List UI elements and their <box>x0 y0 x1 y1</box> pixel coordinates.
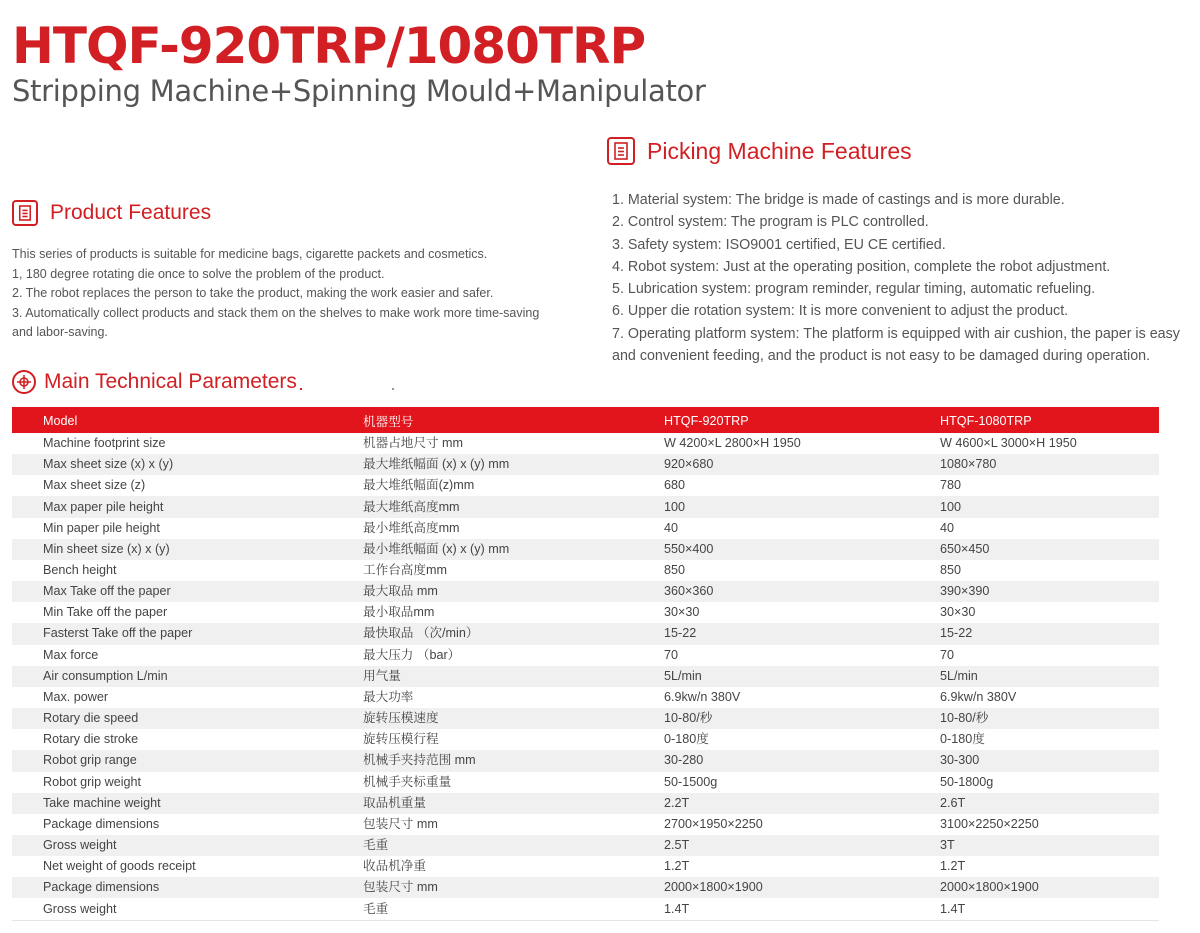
decorative-dot <box>392 388 394 390</box>
table-cell: 2.5T <box>664 835 940 856</box>
table-cell: 包装尺寸 mm <box>363 877 664 898</box>
table-cell: 最大功率 <box>363 689 414 704</box>
table-cell: Rotary die stroke <box>43 732 139 747</box>
table-header-row <box>12 407 1159 433</box>
list-item: 4. Robot system: Just at the operating position, complete the robot adjustment. <box>612 258 1111 275</box>
table-cell: 最小堆纸高度mm <box>363 520 460 535</box>
table-cell: 50-1800g <box>940 774 994 789</box>
table-cell: Rotary die speed <box>12 708 363 729</box>
table-cell: 最大堆纸幅面 (x) x (y) mm <box>363 454 664 475</box>
table-cell: Max sheet size (z) <box>43 478 146 493</box>
table-cell: 2.2T <box>664 793 940 814</box>
table-body <box>12 433 1159 920</box>
picking-features-title: Picking Machine Features <box>647 137 912 164</box>
table-row <box>12 687 1159 708</box>
table-cell: 2700×1950×2250 <box>664 816 763 831</box>
paragraph: This series of products is suitable for medicine bags, cigarette packets and cosmetics. <box>12 247 488 261</box>
table-cell: 1.2T <box>940 859 966 874</box>
table-row <box>12 645 1159 666</box>
table-cell: 30-300 <box>940 750 1159 771</box>
document-icon <box>607 137 635 165</box>
table-cell: 780 <box>940 478 962 493</box>
table-row <box>12 835 1159 856</box>
table-cell: 40 <box>940 520 955 535</box>
paragraph: 3. Automatically collect products and stack them on the shelves to make work more time-saving and labor-saving. <box>12 305 540 339</box>
paragraph: 1, 180 degree rotating die once to solve the problem of the product. <box>12 266 385 281</box>
page-subtitle: Stripping Machine+Spinning Mould+Manipulator <box>12 74 706 108</box>
table-cell: 收品机净重 <box>363 859 426 874</box>
column-header: HTQF-920TRP <box>664 407 940 433</box>
table-row <box>12 581 1159 602</box>
decorative-dot <box>300 388 302 390</box>
table-row <box>12 602 1159 623</box>
table-row <box>12 708 1159 729</box>
table-row <box>12 750 1159 771</box>
table-cell: 3100×2250×2250 <box>940 816 1039 831</box>
table-cell: 最大堆纸高度mm <box>363 496 664 517</box>
list-item: 3. Safety system: ISO9001 certified, EU CE certified. <box>612 236 946 253</box>
table-row <box>12 539 1159 560</box>
table-cell: Min paper pile height <box>43 520 160 535</box>
table-row <box>12 518 1159 539</box>
table-cell: 30×30 <box>664 605 700 620</box>
table-cell: Robot grip weight <box>43 774 142 789</box>
table-cell: 1.4T <box>664 898 940 920</box>
table-cell: 100 <box>940 496 1159 517</box>
table-cell: 2.6T <box>940 793 1159 814</box>
table-cell: Gross weight <box>12 835 363 856</box>
column-header: Model <box>12 407 363 433</box>
table-cell: 用气量 <box>363 666 664 687</box>
page-title: HTQF-920TRP/1080TRP <box>12 17 646 75</box>
table-row <box>12 793 1159 814</box>
table-row <box>12 454 1159 475</box>
table-row <box>12 729 1159 750</box>
table-cell: 工作台高度mm <box>363 563 447 578</box>
table-cell: 旋转压模速度 <box>363 708 664 729</box>
picking-features-heading <box>607 137 912 165</box>
table-cell: 2000×1800×1900 <box>664 877 940 898</box>
table-cell: 0-180度 <box>940 732 985 747</box>
table-cell: 毛重 <box>363 898 664 920</box>
table-cell: Package dimensions <box>43 816 160 831</box>
list-item: 7. Operating platform system: The platform is equipped with air cushion, the paper is easy and convenient feeding, and the product is not easy to be damaged during operation. <box>612 325 1180 365</box>
table-cell: 最小取品mm <box>363 605 435 620</box>
table-row <box>12 623 1159 644</box>
list-item: 5. Lubrication system: program reminder, regular timing, automatic refueling. <box>612 281 1096 298</box>
table-cell: Fasterst Take off the paper <box>12 623 363 644</box>
table-cell: 6.9kw/n 380V <box>940 689 1017 704</box>
table-cell: 最大压力 （bar） <box>363 647 461 662</box>
table-cell: 15-22 <box>664 623 940 644</box>
table-cell: Max. power <box>43 689 109 704</box>
parameters-table <box>12 407 1159 921</box>
table-cell: 850 <box>664 563 686 578</box>
table-cell: 1080×780 <box>940 454 1159 475</box>
table-cell: 机械手夹持范围 mm <box>363 750 664 771</box>
table-cell: 最快取品 （次/min） <box>363 623 664 644</box>
table-cell: 650×450 <box>940 539 1159 560</box>
table-row <box>12 772 1159 793</box>
document-icon <box>12 200 38 226</box>
table-cell: 100 <box>664 496 940 517</box>
product-features-heading <box>12 200 211 226</box>
table-cell: 取品机重量 <box>363 793 664 814</box>
table-cell: 850 <box>940 563 962 578</box>
table-cell: 70 <box>940 647 955 662</box>
product-features-title: Product Features <box>50 201 212 224</box>
table-cell: 390×390 <box>940 581 1159 602</box>
table-cell: 10-80/秒 <box>664 708 940 729</box>
table-cell: 30-280 <box>664 750 940 771</box>
table-cell: 360×360 <box>664 581 940 602</box>
crosshair-icon <box>12 370 36 394</box>
table-cell: Max paper pile height <box>12 496 363 517</box>
table-cell: Max Take off the paper <box>12 581 363 602</box>
table-cell: Max sheet size (x) x (y) <box>12 454 363 475</box>
table-cell: 30×30 <box>940 605 976 620</box>
table-cell: Air consumption L/min <box>12 666 363 687</box>
table-cell: W 4200×L 2800×H 1950 <box>664 436 801 451</box>
technical-parameters-heading <box>12 370 297 394</box>
table-row <box>12 666 1159 687</box>
table-cell: Take machine weight <box>12 793 363 814</box>
table-cell: 最大取品 mm <box>363 581 664 602</box>
table-cell: Robot grip range <box>12 750 363 771</box>
table-row <box>12 475 1159 496</box>
table-cell: 10-80/秒 <box>940 708 1159 729</box>
table-row <box>12 877 1159 898</box>
list-item: 1. Material system: The bridge is made of castings and is more durable. <box>612 192 1065 208</box>
table-cell: 6.9kw/n 380V <box>664 689 741 704</box>
table-row <box>12 814 1159 835</box>
table-cell: 550×400 <box>664 539 940 560</box>
table-cell: Machine footprint size <box>43 436 166 451</box>
table-row <box>12 433 1159 454</box>
table-cell: 40 <box>664 520 679 535</box>
picking-features-list <box>612 189 1197 367</box>
table-cell: Bench height <box>43 563 117 578</box>
table-cell: 3T <box>940 835 1159 856</box>
list-item: 2. Control system: The program is PLC controlled. <box>612 214 929 231</box>
table-cell: 包装尺寸 mm <box>363 816 438 831</box>
table-cell: 1.2T <box>664 859 690 874</box>
table-cell: Package dimensions <box>12 877 363 898</box>
table-cell: 1.4T <box>940 898 1159 920</box>
table-cell: Gross weight <box>12 898 363 920</box>
table-cell: 15-22 <box>940 623 1159 644</box>
technical-parameters-title: Main Technical Parameters <box>44 370 297 393</box>
table-row <box>12 898 1159 920</box>
table-cell: 5L/min <box>940 666 1159 687</box>
product-features-body <box>12 245 557 343</box>
list-item: 6. Upper die rotation system: It is more convenient to adjust the product. <box>612 303 1069 320</box>
table-cell: 机器占地尺寸 mm <box>363 436 464 451</box>
table-cell: 50-1500g <box>664 774 718 789</box>
table-cell: 最小堆纸幅面 (x) x (y) mm <box>363 539 664 560</box>
table-cell: 毛重 <box>363 835 664 856</box>
column-header: HTQF-1080TRP <box>940 407 1159 433</box>
table-row <box>12 560 1159 581</box>
table-cell: 机械手夹标重量 <box>363 774 452 789</box>
column-header: 机器型号 <box>363 407 664 433</box>
table-cell: 2000×1800×1900 <box>940 877 1159 898</box>
table-cell: Min Take off the paper <box>43 605 168 620</box>
table-cell: Net weight of goods receipt <box>43 859 196 874</box>
table-cell: Max force <box>43 647 99 662</box>
table-cell: Min sheet size (x) x (y) <box>12 539 363 560</box>
table-cell: 旋转压模行程 <box>363 732 439 747</box>
table-cell: 920×680 <box>664 454 940 475</box>
table-row <box>12 856 1159 877</box>
table-cell: 70 <box>664 647 679 662</box>
table-cell: 680 <box>664 478 686 493</box>
table-row <box>12 496 1159 517</box>
table-cell: W 4600×L 3000×H 1950 <box>940 436 1077 451</box>
table-cell: 5L/min <box>664 666 940 687</box>
table-cell: 最大堆纸幅面(z)mm <box>363 478 475 493</box>
table-cell: 0-180度 <box>664 732 709 747</box>
paragraph: 2. The robot replaces the person to take the product, making the work easier and safer. <box>12 286 494 300</box>
